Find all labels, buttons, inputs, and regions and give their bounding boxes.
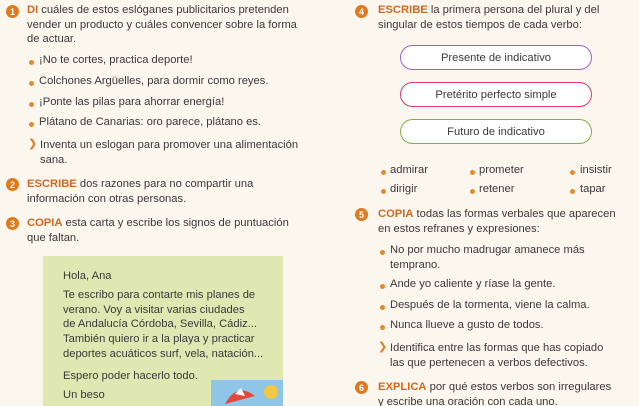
letter-line: Te escribo para contarte mis planes de <box>63 289 256 301</box>
exercise-4-keyword: ESCRIBE <box>378 4 428 16</box>
bullet-dot <box>570 170 575 175</box>
exercise-6-text-line-2: y escribe una oración con cada uno. <box>378 395 558 406</box>
exercise-1-text-line-1: cuáles de estos eslóganes publicitarios pretenden <box>41 4 289 16</box>
bullet-dot <box>470 189 475 194</box>
exercise-5-text-line-1: todas las formas verbales que aparecen <box>416 208 616 220</box>
saying-3: Después de la tormenta, viene la calma. <box>390 299 590 311</box>
letter-line: de Andalucía Córdoba, Sevilla, Cádiz... <box>63 318 258 330</box>
exercise-5-number: 5 <box>355 208 368 221</box>
exercise-3-text-line-2: que faltan. <box>27 231 80 244</box>
exercise-6-text-line-1: por qué estos verbos son irregulares <box>429 381 612 393</box>
bullet-dot <box>381 189 386 194</box>
exercise-1-keyword: DI <box>27 4 39 16</box>
exercise-6-instruction <box>378 380 639 406</box>
exercise-6-keyword: EXPLICA <box>378 381 427 393</box>
verb-insistir: insistir <box>580 164 612 176</box>
exercise-5-task <box>390 341 639 370</box>
exercise-3-keyword: COPIA <box>27 217 63 229</box>
bullet-dot <box>380 284 385 289</box>
exercise-1-task-line-1: Inventa un eslogan para promover una alimentación <box>40 139 299 151</box>
saying-4: Nunca llueve a gusto de todos. <box>390 319 544 331</box>
bullet-dot <box>380 250 385 255</box>
exercise-5-instruction <box>378 207 639 236</box>
saying-1 <box>390 243 639 272</box>
exercise-2-text-line-2: información con otras personas. <box>27 192 187 205</box>
exercise-2-keyword: ESCRIBE <box>27 178 77 190</box>
exercise-4-text-line-1: la primera persona del plural y del <box>430 4 600 16</box>
exercise-1-number: 1 <box>6 5 19 18</box>
verb-dirigir: dirigir <box>390 183 418 195</box>
exercise-2-text-line-1: dos razones para no compartir una <box>79 178 254 190</box>
bullet-dot <box>29 102 34 107</box>
saying-1-line-2: temprano. <box>390 258 441 271</box>
saying-1-line-1: No por mucho madrugar amanece más <box>390 244 585 256</box>
exercise-2-number: 2 <box>6 178 19 191</box>
slogan-1: ¡No te cortes, practica deporte! <box>39 54 193 66</box>
task-arrow-icon: ❯ <box>378 341 388 353</box>
letter-greeting: Hola, Ana <box>63 270 112 282</box>
exercise-1-task <box>40 138 318 167</box>
exercise-5-text-line-2: en estos refranes y expresiones: <box>378 222 540 235</box>
exercise-4-number: 4 <box>355 5 368 18</box>
letter-line: verano. Voy a visitar varias ciudades <box>63 304 245 316</box>
verb-admirar: admirar <box>390 164 428 176</box>
slogan-2: Colchones Argüelles, para dormir como reyes. <box>39 75 269 87</box>
exercise-4-instruction <box>378 3 639 32</box>
letter-closing: Un beso <box>63 389 105 401</box>
tense-pill-future: Futuro de indicativo <box>400 119 592 144</box>
letter-line: Espero poder hacerlo todo. <box>63 370 198 382</box>
letter-line: También quiero ir a la playa y practicar <box>63 333 255 345</box>
exercise-3-text-line-1: esta carta y escribe los signos de puntuación <box>65 217 289 229</box>
exercise-1-text-line-3: de actuar. <box>27 33 77 46</box>
exercise-2-instruction <box>27 177 317 206</box>
exercise-6-number: 6 <box>355 381 368 394</box>
exercise-1-instruction <box>27 3 317 47</box>
slogan-3: ¡Ponte las pilas para ahorrar energía! <box>39 96 225 108</box>
bullet-dot <box>380 305 385 310</box>
exercise-5-task-line-1: Identifica entre las formas que has copiado <box>390 342 604 354</box>
saying-2: Ande yo caliente y ríase la gente. <box>390 278 556 290</box>
exercise-3-instruction <box>27 216 317 245</box>
verb-tapar: tapar <box>580 183 606 195</box>
exercise-1-text-line-2: vender un producto y cuáles convencer sobre la forma <box>27 18 297 31</box>
bullet-dot <box>470 170 475 175</box>
beach-umbrella-illustration <box>205 374 285 406</box>
letter-note <box>43 256 283 406</box>
exercise-5-task-line-2: las que pertenecen a verbos defectivos. <box>390 356 588 369</box>
bullet-dot <box>29 81 34 86</box>
bullet-dot <box>380 325 385 330</box>
verb-retener: retener <box>479 183 515 195</box>
exercise-4-text-line-2: singular de estos tiempos de cada verbo: <box>378 18 582 31</box>
verb-prometer: prometer <box>479 164 524 176</box>
bullet-dot <box>570 189 575 194</box>
letter-line: deportes acuáticos surf, vela, natación... <box>63 348 264 360</box>
bullet-dot <box>29 122 34 127</box>
task-arrow-icon: ❯ <box>28 138 38 150</box>
tense-pill-present: Presente de indicativo <box>400 45 592 70</box>
tense-pill-preterite: Pretérito perfecto simple <box>400 82 592 107</box>
exercise-1-task-line-2: sana. <box>40 153 68 166</box>
exercise-3-number: 3 <box>6 217 19 230</box>
slogan-4: Plátano de Canarias: oro parece, plátano es. <box>39 116 262 128</box>
bullet-dot <box>29 60 34 65</box>
bullet-dot <box>381 170 386 175</box>
exercise-5-keyword: COPIA <box>378 208 414 220</box>
